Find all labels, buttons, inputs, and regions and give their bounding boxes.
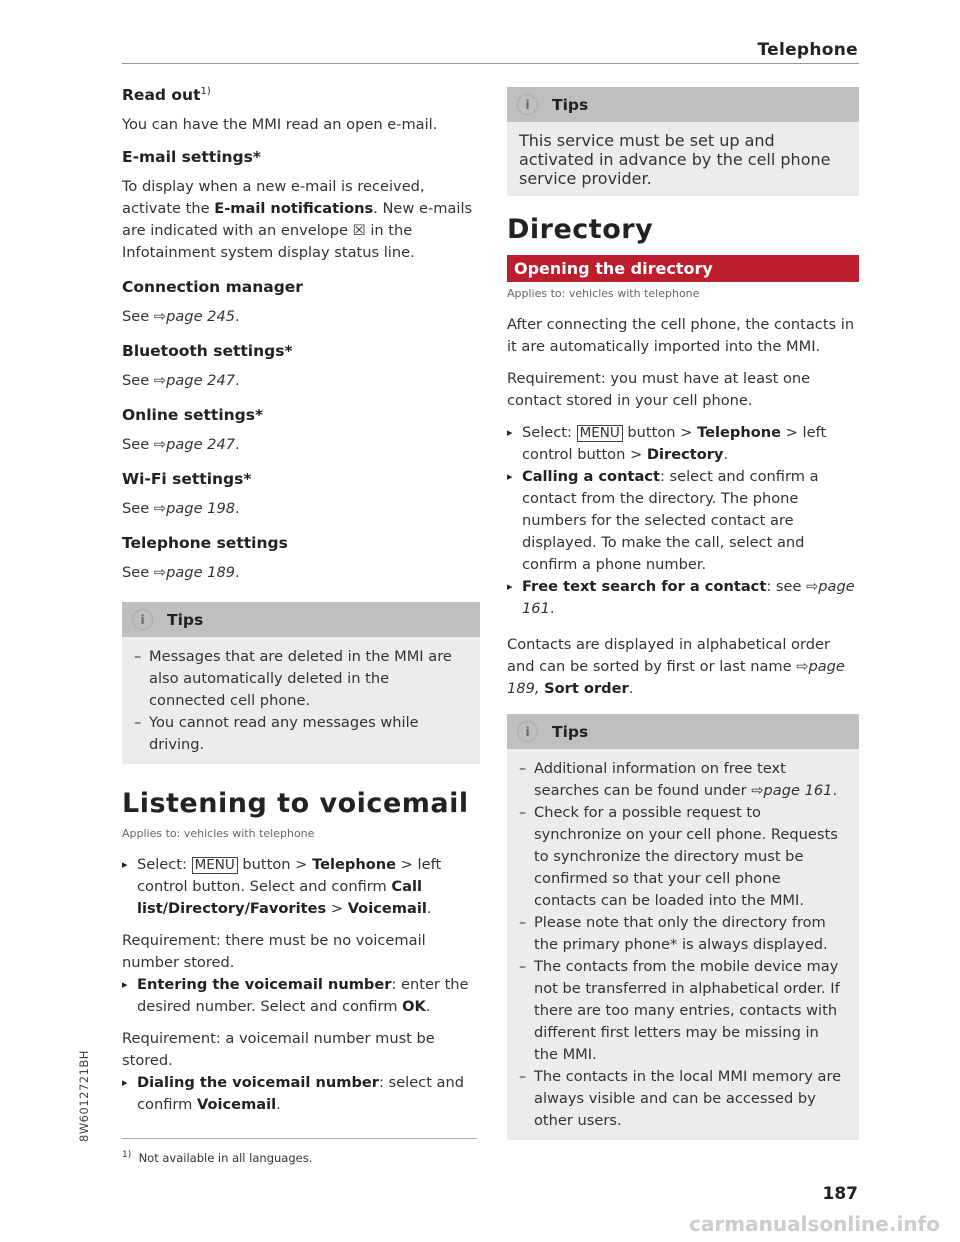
voicemail-step-select: ▸ Select: MENU button > Telephone > left control button. Select and confirm Call list/Directory/Favorites > Voicemail. (122, 854, 480, 920)
page-reference: See ⇨page 245. (122, 308, 240, 326)
readout-heading: Read out$^{1)}$ (122, 86, 211, 105)
tips-list (122, 637, 480, 764)
watermark: carmanualsonline.info (689, 1212, 940, 1236)
left-column (122, 78, 480, 1116)
tips-box (122, 602, 480, 764)
voicemail-requirement-1: Requirement: there must be no voicemail number stored. (122, 932, 426, 972)
page-number: 187 (822, 1184, 858, 1204)
menu-key: MENU (577, 425, 623, 442)
settings-sections (122, 278, 480, 584)
tip-item: – The contacts in the local MMI memory are always visible and can be accessed by other users. (519, 1066, 847, 1132)
email-settings-heading: E-mail settings* (122, 148, 261, 167)
tips-header: i Tips (507, 714, 859, 749)
email-settings-text: To display when a new e-mail is received, activate the E-mail notifications. New e-mails are indicated with an envelope ☒ in the Infotainment system display status line. (122, 178, 473, 262)
tip-item: – Check for a possible request to synchronize on your cell phone. Requests to synchronize the directory must be confirmed so that your cell phone contacts can be loaded into the MMI. (519, 802, 847, 912)
info-icon: i (517, 94, 538, 115)
directory-title: Directory (507, 214, 654, 245)
directory-requirement: Requirement: you must have at least one contact stored in your cell phone. (507, 370, 811, 409)
voicemail-step-dial: ▸ Dialing the voicemail number: select and confirm Voicemail. (122, 1072, 480, 1116)
page-reference: See ⇨page 189. (122, 564, 240, 582)
tips-header: i Tips (122, 602, 480, 637)
applies-to: Applies to: vehicles with telephone (122, 827, 315, 841)
applies-to: Applies to: vehicles with telephone (507, 287, 700, 300)
settings-heading: Online settings* (122, 406, 264, 425)
page-reference: See ⇨page 198. (122, 500, 240, 518)
directory-intro: After connecting the cell phone, the contacts in it are automatically imported into the MMI. (507, 316, 855, 355)
tips-text: This service must be set up and activated in advance by the cell phone service provider. (519, 131, 831, 188)
tip-item: – The contacts from the mobile device may not be transferred in alphabetical order. If there are too many entries, contacts with different first letters may be missing in the MMI. (519, 956, 847, 1066)
settings-heading: Bluetooth settings* (122, 342, 293, 361)
tips-box-directory (507, 714, 859, 1140)
tip-item: – You cannot read any messages while driving. (134, 712, 468, 756)
tips-box-service (507, 87, 859, 196)
tip-item: – Messages that are deleted in the MMI are also automatically deleted in the connected cell phone. (134, 646, 468, 712)
running-header: Telephone (757, 40, 858, 60)
voicemail-requirement-2: Requirement: a voicemail number must be stored. (122, 1030, 435, 1070)
settings-heading: Telephone settings (122, 534, 288, 553)
envelope-icon: ☒ (352, 222, 366, 240)
voicemail-title: Listening to voicemail (122, 788, 469, 820)
directory-step-search: ▸ Free text search for a contact: see ⇨page 161. (507, 576, 859, 620)
tips-header: i Tips (507, 87, 859, 122)
settings-heading: Wi-Fi settings* (122, 470, 252, 489)
document-code: 8W6012721BH (77, 1050, 91, 1142)
menu-key: MENU (192, 857, 238, 874)
voicemail-step-enter: ▸ Entering the voicemail number: enter the desired number. Select and confirm OK. (122, 974, 480, 1018)
sort-order-text: Contacts are displayed in alphabetical order and can be sorted by first or last name ⇨page 189, Sort order. (507, 636, 845, 697)
page-reference: See ⇨page 247. (122, 436, 240, 454)
tip-item: – Please note that only the directory from the primary phone* is always displayed. (519, 912, 847, 956)
footnote: $^{1)}$ Not available in all languages. (122, 1150, 313, 1165)
page-reference: See ⇨page 247. (122, 372, 240, 390)
directory-step-call: ▸ Calling a contact: select and confirm a contact from the directory. The phone numbers for the selected contact are displayed. To make the call, select and confirm a phone number. (507, 466, 859, 576)
info-icon: i (517, 721, 538, 742)
header-rule (122, 63, 859, 64)
readout-text: You can have the MMI read an open e-mail. (122, 116, 438, 134)
tip-item: – Additional information on free text searches can be found under ⇨page 161. (519, 758, 847, 802)
settings-heading: Connection manager (122, 278, 303, 297)
footnote-ref: 1) (200, 86, 211, 97)
footnote-rule (122, 1138, 477, 1139)
opening-directory-bar: Opening the directory (507, 255, 859, 282)
right-column (507, 87, 859, 1140)
directory-step-select: ▸ Select: MENU button > Telephone > left control button > Directory. (507, 422, 859, 466)
info-icon: i (132, 609, 153, 630)
tips-list (507, 749, 859, 1140)
